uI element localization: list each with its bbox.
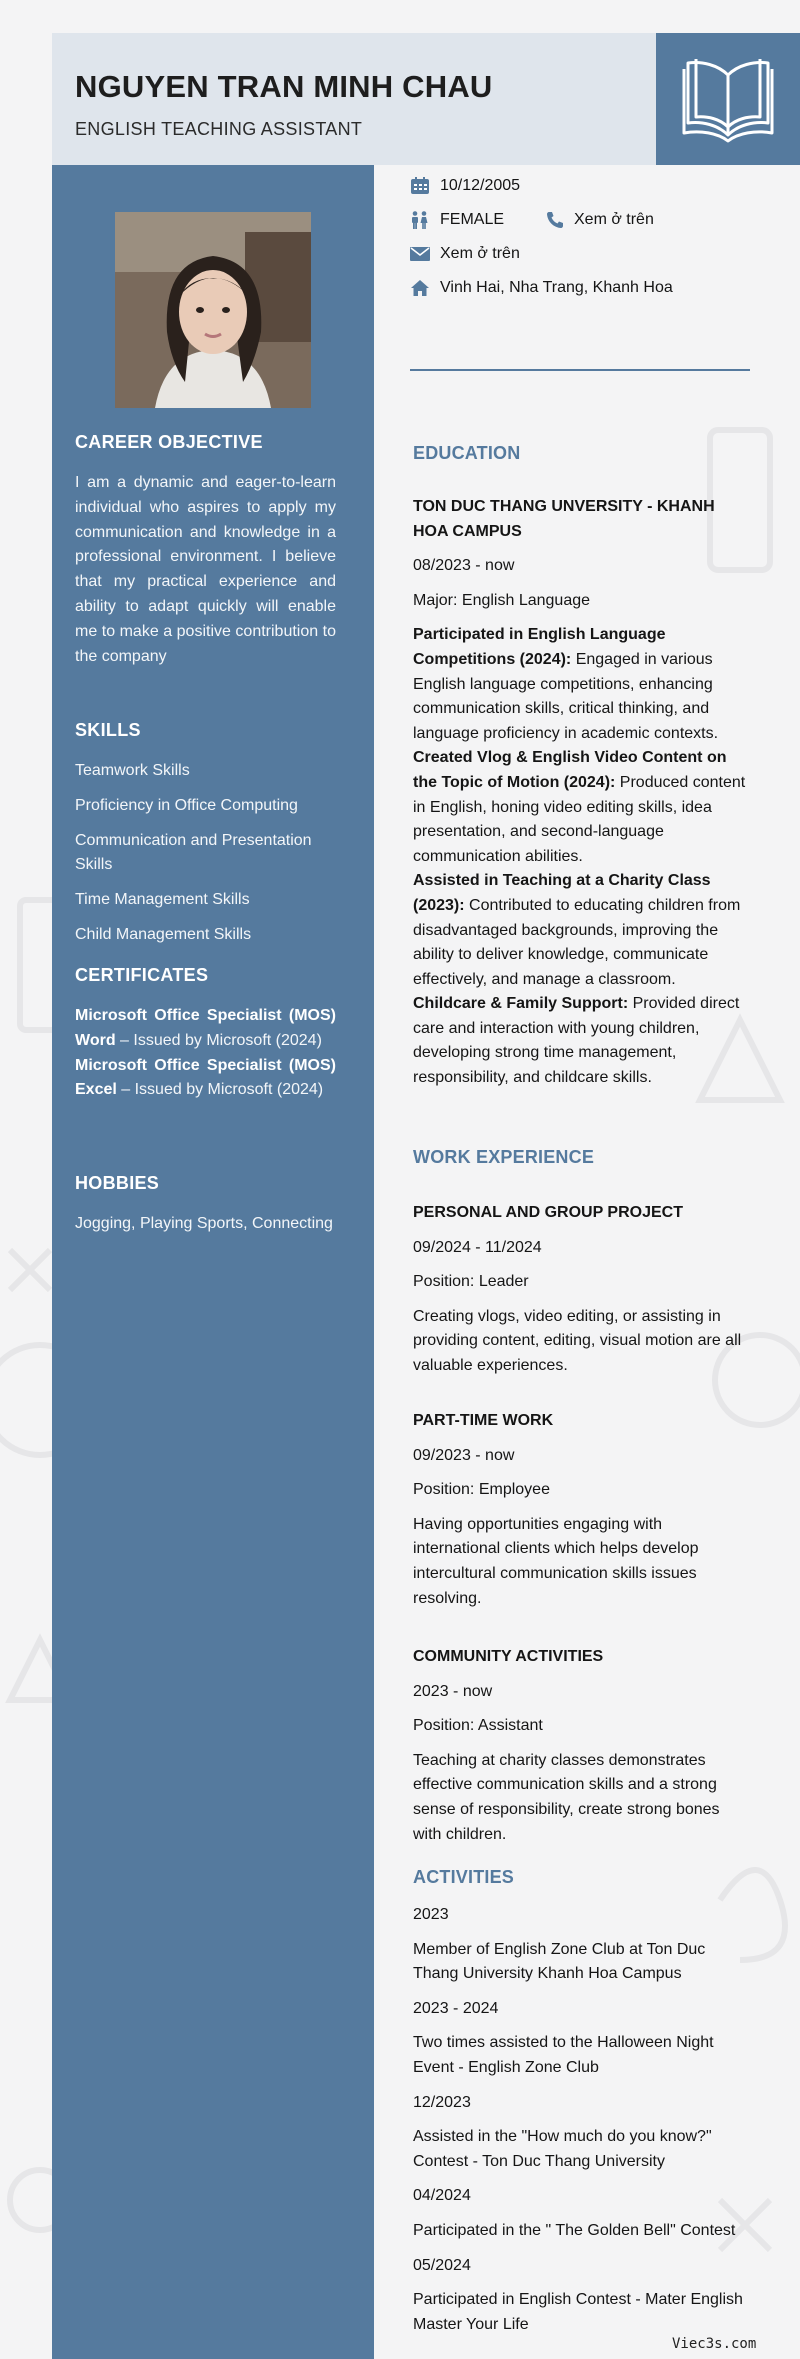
skills-list bbox=[75, 759, 336, 947]
resume-page bbox=[52, 33, 800, 2359]
activity-text: Participated in the " The Golden Bell" Contest bbox=[413, 2221, 736, 2239]
gender-row bbox=[410, 211, 504, 229]
job-position: Position: Assistant bbox=[413, 1717, 543, 1735]
address-row bbox=[410, 279, 673, 297]
achievement-text: Produced content in English, honing video editing skills, idea presentation, and second-language communication abilities. bbox=[413, 773, 746, 865]
envelope-icon bbox=[410, 246, 430, 262]
certificates-section bbox=[75, 965, 336, 1103]
certificate-issuer: – Issued by Microsoft (2024) bbox=[115, 1031, 322, 1049]
address-value: Vinh Hai, Nha Trang, Khanh Hoa bbox=[440, 279, 673, 296]
candidate-role: ENGLISH TEACHING ASSISTANT bbox=[75, 119, 363, 139]
job-position: Position: Leader bbox=[413, 1273, 529, 1291]
job-item bbox=[413, 1409, 751, 1621]
activities-title: ACTIVITIES bbox=[413, 1867, 515, 1887]
avatar bbox=[115, 212, 311, 408]
career-objective-text: I am a dynamic and eager-to-learn individual who aspires to apply my communication and knowledge in a professional environment. I believe that my practical experience and ability to adapt quickly will enable me to make a positive contribution to the company bbox=[75, 474, 336, 665]
certificate-issuer: – Issued by Microsoft (2024) bbox=[116, 1081, 324, 1099]
skill-item: Proficiency in Office Computing bbox=[75, 797, 298, 814]
resume-header bbox=[52, 33, 800, 165]
skill-item: Teamwork Skills bbox=[75, 762, 190, 779]
birthday-value: 10/12/2005 bbox=[440, 177, 521, 194]
gender-icon bbox=[410, 211, 430, 229]
career-objective-section bbox=[75, 432, 336, 669]
job-org: PERSONAL AND GROUP PROJECT bbox=[413, 1204, 683, 1221]
education-period: 08/2023 - now bbox=[413, 557, 515, 575]
activity-date: 2023 bbox=[413, 1906, 449, 1923]
job-description: Creating vlogs, video editing, or assisting in providing content, editing, visual motion are all valuable experiences. bbox=[413, 1307, 742, 1374]
job-item bbox=[413, 1645, 751, 1857]
skill-item: Child Management Skills bbox=[75, 926, 252, 943]
home-icon bbox=[410, 279, 430, 297]
activity-date: 05/2024 bbox=[413, 2256, 471, 2274]
gender-value: FEMALE bbox=[440, 211, 505, 228]
work-experience-title: WORK EXPERIENCE bbox=[413, 1147, 595, 1167]
certificates-title: CERTIFICATES bbox=[75, 965, 209, 985]
job-period: 09/2023 - now bbox=[413, 1446, 515, 1464]
achievement-item bbox=[413, 746, 751, 869]
site-watermark: Viec3s.com bbox=[672, 2336, 757, 2352]
career-objective-title: CAREER OBJECTIVE bbox=[75, 432, 263, 452]
education-block bbox=[413, 495, 751, 1091]
hobbies-text: Jogging, Playing Sports, Connecting bbox=[75, 1215, 333, 1232]
activity-date: 12/2023 bbox=[413, 2093, 471, 2111]
job-description: Teaching at charity classes demonstrates effective communication skills and a strong sense of responsibility, create strong bones with children. bbox=[413, 1751, 720, 1843]
education-major: Major: English Language bbox=[413, 591, 591, 609]
candidate-name: NGUYEN TRAN MINH CHAU bbox=[75, 69, 493, 104]
certificate-item bbox=[75, 1004, 336, 1054]
contact-divider bbox=[410, 369, 750, 371]
activity-date: 2023 - 2024 bbox=[413, 1999, 499, 2017]
achievement-title: Created Vlog & English Video Content on the Topic of Motion (2024): bbox=[413, 749, 727, 791]
skills-title: SKILLS bbox=[75, 720, 141, 740]
activity-text: Assisted in the "How much do you know?" Contest - Ton Duc Thang University bbox=[413, 2128, 712, 2170]
hobbies-title: HOBBIES bbox=[75, 1173, 160, 1193]
achievement-text: Provided direct care and interaction with young children, developing strong time management, responsibility, and childcare skills. bbox=[413, 995, 740, 1087]
job-org: COMMUNITY ACTIVITIES bbox=[413, 1648, 604, 1665]
phone-value: Xem ở trên bbox=[574, 211, 654, 228]
achievement-title: Participated in English Language Competitions (2024): bbox=[413, 626, 666, 668]
calendar-icon bbox=[410, 177, 430, 195]
activity-text: Participated in English Contest - Mater English Master Your Life bbox=[413, 2291, 743, 2333]
school-name: TON DUC THANG UNVERSITY - KHANH HOA CAMPUS bbox=[413, 498, 715, 540]
skills-section bbox=[75, 720, 336, 958]
birthday-row bbox=[410, 177, 520, 195]
education-title: EDUCATION bbox=[413, 443, 521, 463]
achievement-text: Contributed to educating children from disadvantaged backgrounds, improving the ability to deliver knowledge, communicate effectively, and manage a classroom. bbox=[413, 896, 741, 988]
achievement-title: Childcare & Family Support: bbox=[413, 995, 629, 1013]
hobbies-section bbox=[75, 1173, 336, 1237]
activities-list bbox=[413, 1903, 751, 2347]
job-item bbox=[413, 1201, 751, 1389]
achievement-text: Engaged in various English language competitions, enhancing communication skills, critical thinking, and language proficiency in academic contexts. bbox=[413, 650, 719, 742]
job-org: PART-TIME WORK bbox=[413, 1412, 554, 1429]
achievement-item bbox=[413, 869, 751, 992]
certificate-item bbox=[75, 1054, 336, 1104]
certificate-name: Microsoft Office Specialist (MOS) Word bbox=[75, 1007, 336, 1049]
phone-row bbox=[546, 211, 654, 229]
activity-text: Two times assisted to the Halloween Night Event - English Zone Club bbox=[413, 2034, 714, 2076]
skill-item: Communication and Presentation Skills bbox=[75, 832, 312, 873]
phone-icon bbox=[546, 211, 564, 229]
logo-box bbox=[656, 33, 800, 165]
achievement-item bbox=[413, 623, 751, 746]
certificate-name: Microsoft Office Specialist (MOS) Excel bbox=[75, 1056, 336, 1099]
job-description: Having opportunities engaging with international clients which helps develop intercultural communication skills issues resolving. bbox=[413, 1515, 699, 1607]
job-period: 2023 - now bbox=[413, 1682, 493, 1700]
achievement-title: Assisted in Teaching at a Charity Class (2023): bbox=[413, 872, 711, 914]
skill-item: Time Management Skills bbox=[75, 891, 250, 908]
email-value: Xem ở trên bbox=[440, 245, 520, 262]
email-row bbox=[410, 245, 520, 263]
job-position: Position: Employee bbox=[413, 1481, 550, 1499]
open-book-icon bbox=[680, 53, 776, 145]
job-period: 09/2024 - 11/2024 bbox=[413, 1238, 542, 1256]
activity-date: 04/2024 bbox=[413, 2187, 471, 2205]
achievement-item bbox=[413, 992, 751, 1090]
sidebar bbox=[52, 165, 374, 2359]
activity-text: Member of English Zone Club at Ton Duc Thang University Khanh Hoa Campus bbox=[413, 1940, 706, 1983]
